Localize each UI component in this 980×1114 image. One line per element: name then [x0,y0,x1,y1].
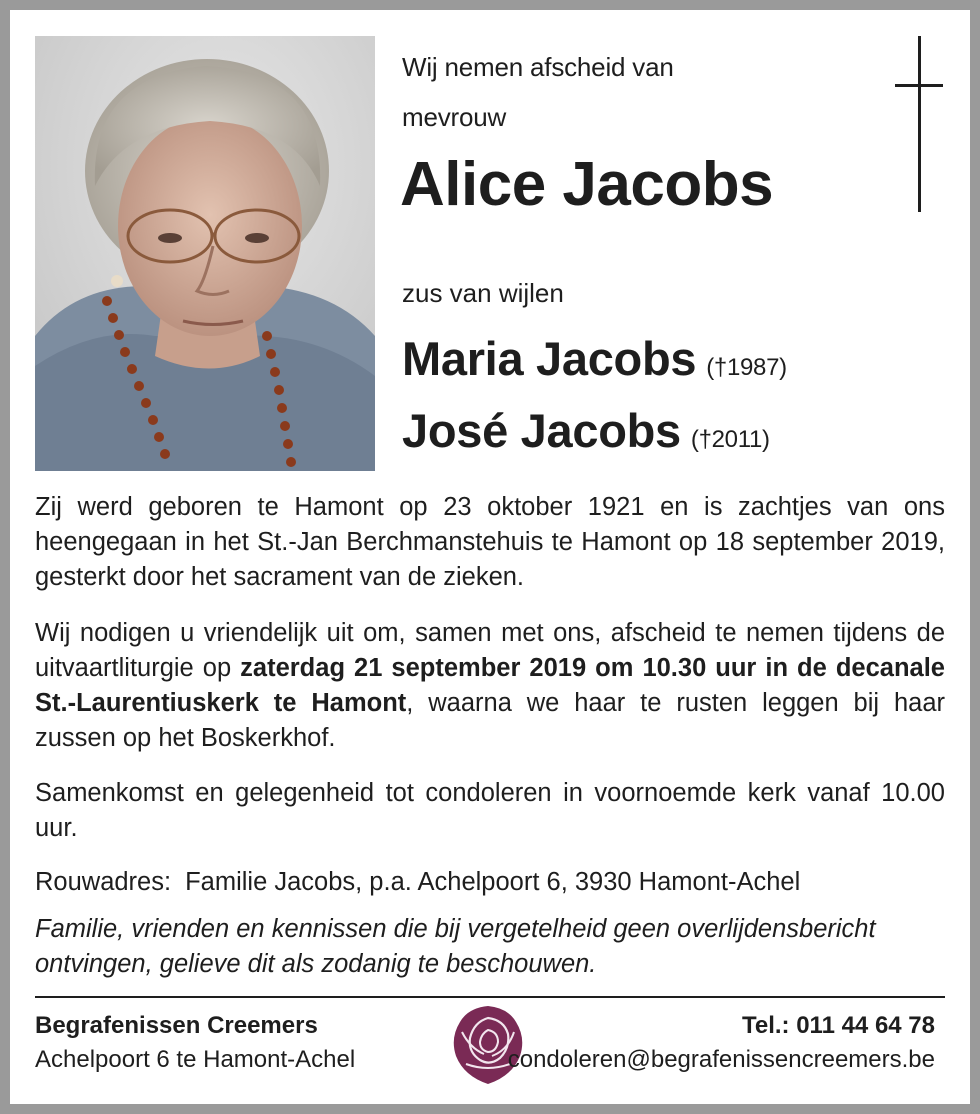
funeral-paragraph [35,616,945,756]
funeral-date-location: zaterdag 21 september 2019 om 10.30 uur in de decanale St.-Laurentiuskerk te Hamont [35,654,945,717]
intro-line: Wij nemen afscheid van [402,52,674,82]
birth-death-paragraph: Zij werd geboren te Hamont op 23 oktober 1921 en is zachtjes van ons heengegaan in het St.-Jan Berchmanstehuis te Hamont op 18 september 2019, gesterkt door het sacrament van de zieken. [35,493,945,591]
funeral-company-email[interactable]: condoleren@begrafenissencreemers.be [507,1046,935,1073]
title-line: mevrouw [402,102,507,132]
funeral-company-address: Achelpoort 6 te Hamont-Achel [35,1046,356,1073]
portrait-photo [35,36,375,471]
sibling-maria [402,332,787,385]
funeral-company-phone: Tel.: 011 44 64 78 [741,1012,935,1039]
notice-paragraph: Familie, vrienden en kennissen die bij vergetelheid geen overlijdensbericht ontvingen, gelieve dit als zodanig te beschouwen. [35,915,876,978]
funeral-text-start: Wij nodigen u vriendelijk uit om, samen met ons, afscheid te nemen tijdens de uitvaartliturgie op [35,619,945,682]
deceased-name: Alice Jacobs [400,150,774,219]
address-label: Rouwadres: [35,868,172,896]
portrait-illustration [35,36,375,471]
sibling-jose [402,404,770,457]
sibling-death-year: (†1987) [706,354,787,381]
address-value: Familie Jacobs, p.a. Achelpoort 6, 3930 Hamont-Achel [185,868,801,896]
funeral-company-name: Begrafenissen Creemers [35,1012,318,1039]
funeral-text-end: , waarna we haar te rusten leggen bij haar zussen op het Boskerkhof. [35,689,945,752]
mourning-address [35,865,945,900]
sibling-death-year: (†2011) [690,426,770,453]
sibling-name: José Jacobs [402,404,681,457]
sibling-name: Maria Jacobs [402,332,697,385]
cross-icon [895,36,945,212]
sibling-intro: zus van wijlen [402,278,564,308]
condolence-paragraph: Samenkomst en gelegenheid tot condoleren in voornoemde kerk vanaf 10.00 uur. [35,779,945,842]
footer-divider [35,996,945,998]
